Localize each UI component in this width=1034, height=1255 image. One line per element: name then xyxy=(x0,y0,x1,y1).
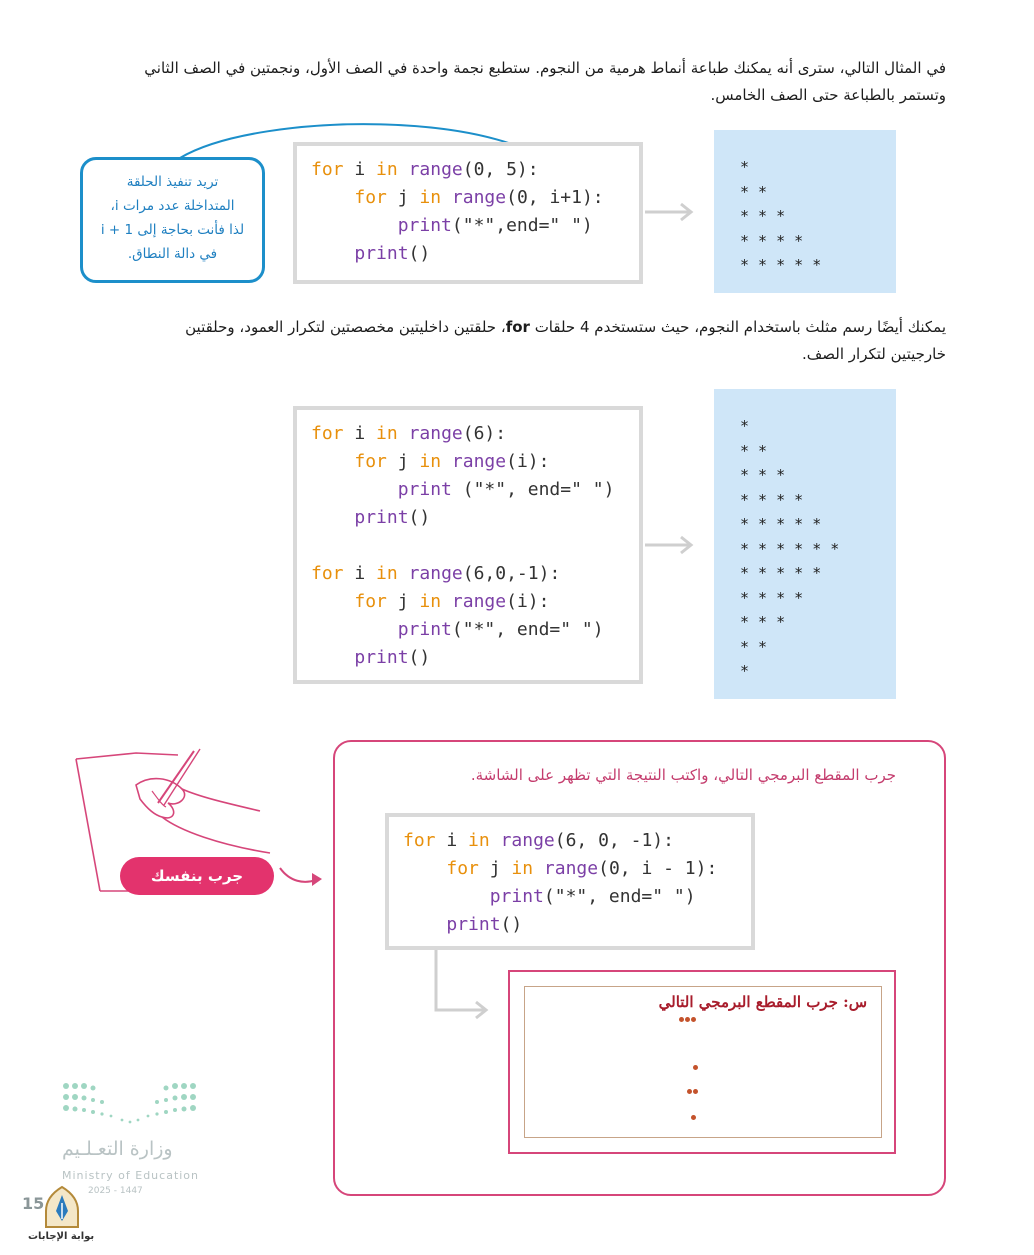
code-line: for i in range(6,0,-1): xyxy=(311,563,561,584)
code-line: print() xyxy=(354,243,431,264)
answer-star-mark xyxy=(691,1017,696,1022)
pen-logo-icon xyxy=(42,1185,82,1229)
middle-paragraph xyxy=(80,314,946,368)
answer-star-mark xyxy=(687,1089,692,1094)
answer-star-mark xyxy=(685,1017,690,1022)
page-number: 15 xyxy=(22,1194,45,1213)
output-line: * * * * * xyxy=(740,515,822,533)
code-line: print() xyxy=(446,914,523,935)
output-line: * * * xyxy=(740,613,786,631)
example1-output xyxy=(714,130,896,293)
output-line: * * * * xyxy=(740,490,804,509)
output-line: * * xyxy=(740,637,768,656)
code-line: for j in range(i): xyxy=(354,591,550,612)
code-line: for j in range(0, i+1): xyxy=(354,187,604,208)
example2-code-block xyxy=(293,406,643,684)
code-line: print() xyxy=(354,647,431,668)
ministry-year: 2025 - 1447 xyxy=(88,1186,143,1196)
answer-star-mark xyxy=(679,1017,684,1022)
code-line: for j in range(i): xyxy=(354,451,550,472)
code-line: for i in range(6, 0, -1): xyxy=(403,830,674,851)
middle-line-2: خارجيتين لتكرار الصف. xyxy=(801,345,946,363)
code-line: for i in range(0, 5): xyxy=(311,159,539,180)
elbow-arrow-icon xyxy=(430,950,500,1030)
try-code-block xyxy=(385,813,755,950)
callout-line-2: المتداخلة عدد مرات i، xyxy=(110,198,235,214)
callout-line-4: في دالة النطاق. xyxy=(127,246,218,262)
callout-line-1: تريد تنفيذ الحلقة xyxy=(126,174,219,190)
code-line: for i in range(6): xyxy=(311,423,507,444)
ministry-logo-icon xyxy=(62,1080,197,1130)
code-line: print("*", end=" ") xyxy=(489,886,696,907)
ministry-name-english: Ministry of Education xyxy=(62,1169,200,1182)
answer-star-mark xyxy=(693,1065,698,1070)
output-line: * * * xyxy=(740,207,786,225)
code-line: print ("*", end=" ") xyxy=(397,479,615,500)
code-line: for j in range(0, i - 1): xyxy=(446,858,718,879)
output-line: * * * * * xyxy=(740,256,822,274)
output-line: * * xyxy=(740,182,768,201)
try-yourself-title: جرب المقطع البرمجي التالي، واكتب النتيجة التي تظهر على الشاشة. xyxy=(470,766,896,784)
output-line: * * * * xyxy=(740,588,804,607)
code-line: print("*",end=" ") xyxy=(397,215,593,236)
answer-box xyxy=(508,970,896,1154)
arrow-right-icon xyxy=(645,200,697,224)
answer-star-mark xyxy=(691,1115,696,1120)
callout-line-3: لذا فأنت بحاجة إلى i + 1 xyxy=(100,222,245,238)
middle-line-1: يمكنك أيضًا رسم مثلث باستخدام النجوم، حيث ستستخدم 4 حلقات for، حلقتين داخليتين مخصصتين لتكرار العمود، وحلقتين xyxy=(185,318,946,336)
answer-question: س: جرب المقطع البرمجي التالي xyxy=(658,993,867,1011)
try-yourself-button[interactable]: جرب بنفسك xyxy=(120,857,274,895)
code-line: print() xyxy=(354,507,431,528)
output-line: * xyxy=(740,662,750,680)
code-line: print("*", end=" ") xyxy=(397,619,604,640)
answer-star-mark xyxy=(693,1089,698,1094)
answer-sheet xyxy=(524,986,882,1138)
example1-code-block xyxy=(293,142,643,284)
output-line: * xyxy=(740,417,750,435)
output-line: * xyxy=(740,158,750,176)
intro-line-2: وتستمر بالطباعة حتى الصف الخامس. xyxy=(710,86,946,104)
output-line: * * xyxy=(740,441,768,460)
curved-arrow-icon xyxy=(276,860,326,896)
intro-line-1: في المثال التالي، سترى أنه يمكنك طباعة أنماط هرمية من النجوم. ستطبع نجمة واحدة في الصف الأول، ونجمتين في الصف الثاني xyxy=(144,59,946,77)
code-blank-line xyxy=(311,532,639,560)
output-line: * * * xyxy=(740,466,786,484)
site-brand: بوابة الإجابات xyxy=(28,1231,95,1242)
ministry-name-arabic: وزارة التعـلـيم xyxy=(62,1138,173,1160)
arrow-right-icon xyxy=(645,533,697,557)
output-line: * * * * * xyxy=(740,564,822,582)
output-line: * * * * xyxy=(740,231,804,250)
example2-output xyxy=(714,389,896,699)
output-line: * * * * * * xyxy=(740,539,840,558)
